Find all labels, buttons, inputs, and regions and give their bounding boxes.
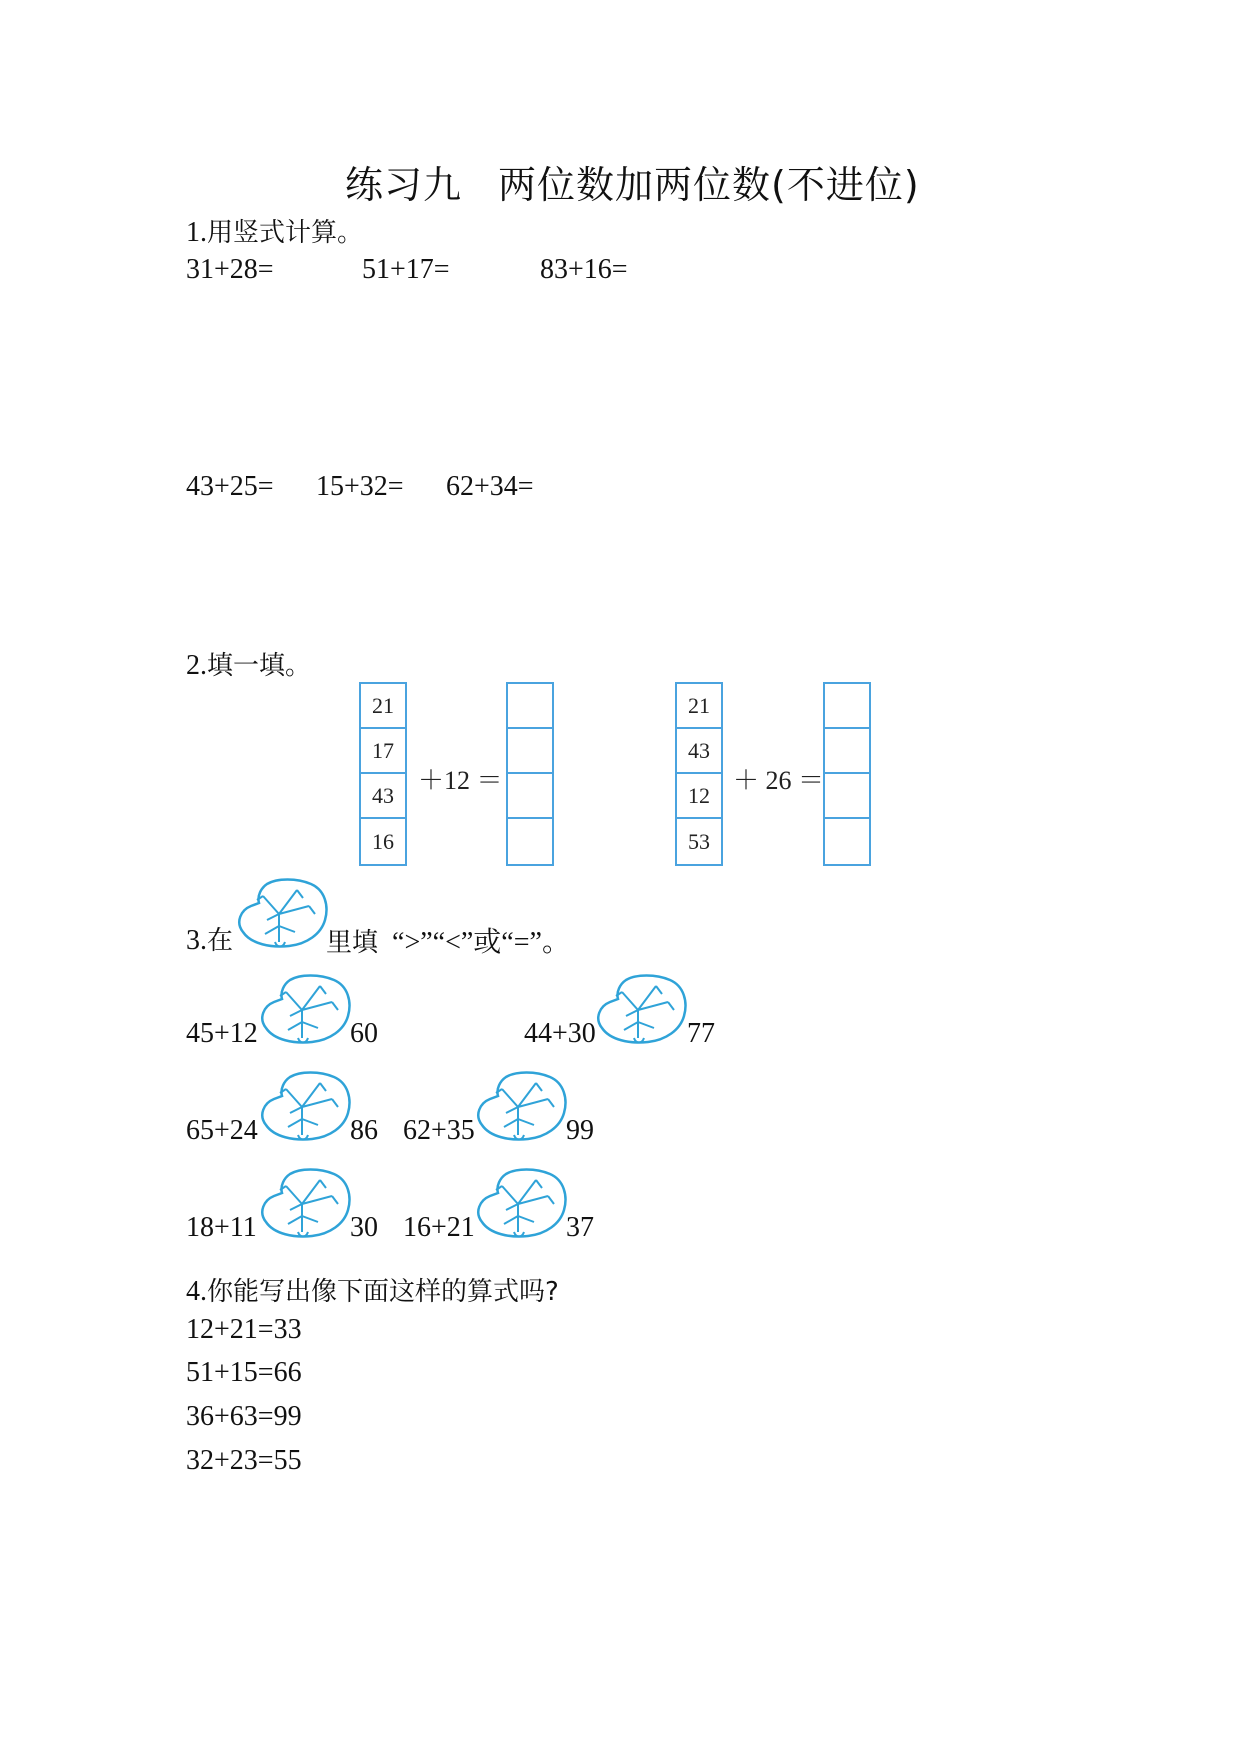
- q2-heading: [186, 645, 311, 682]
- answer-box[interactable]: [825, 819, 869, 864]
- lily-leaf-answer-icon[interactable]: [260, 1166, 352, 1240]
- title-lesson: 练习九: [345, 163, 463, 207]
- q3-number: 3.: [186, 925, 207, 956]
- compare-left: 45+12: [186, 1018, 258, 1049]
- q4-instruction: 你能写出像下面这样的算式吗?: [207, 1277, 559, 1307]
- q1-problem: 43+25=: [186, 471, 274, 502]
- answer-box[interactable]: [508, 684, 552, 729]
- example-equation: 12+21=33: [186, 1314, 302, 1345]
- q1-problem: 51+17=: [362, 254, 450, 285]
- lily-leaf-answer-icon[interactable]: [260, 972, 352, 1046]
- q4-heading: [186, 1271, 559, 1308]
- answer-column-2: [823, 682, 871, 866]
- example-equation: 36+63=99: [186, 1401, 302, 1432]
- example-equation: 32+23=55: [186, 1445, 302, 1476]
- q3-instruction-pre: 在: [207, 926, 234, 956]
- q2-number: 2.: [186, 650, 207, 681]
- q1-problem: 15+32=: [316, 471, 404, 502]
- q1-problem: 62+34=: [446, 471, 534, 502]
- q1-problem: 31+28=: [186, 254, 274, 285]
- q4-number: 4.: [186, 1276, 207, 1307]
- addend-column-2: [675, 682, 723, 866]
- answer-box[interactable]: [508, 774, 552, 819]
- operator-label: ＋12 ＝: [418, 766, 503, 795]
- answer-box[interactable]: [508, 819, 552, 864]
- addend-column-1: [359, 682, 407, 866]
- addend-cell: 53: [688, 828, 710, 854]
- lily-leaf-answer-icon[interactable]: [476, 1166, 568, 1240]
- page-title: [345, 154, 920, 209]
- lily-leaf-answer-icon[interactable]: [260, 1069, 352, 1143]
- q1-heading: [186, 212, 363, 249]
- q2-instruction: 填一填。: [207, 651, 312, 681]
- addend-cell: 43: [361, 774, 405, 819]
- compare-right: 77: [687, 1018, 715, 1049]
- addend-cell: 17: [361, 729, 405, 774]
- lily-leaf-answer-icon[interactable]: [476, 1069, 568, 1143]
- compare-right: 86: [350, 1115, 378, 1146]
- addend-cell: 43: [677, 729, 721, 774]
- compare-left: 62+35: [403, 1115, 475, 1146]
- compare-right: 60: [350, 1018, 378, 1049]
- q1-problem: 83+16=: [540, 254, 628, 285]
- lily-leaf-answer-icon[interactable]: [596, 972, 688, 1046]
- addend-cell: 12: [677, 774, 721, 819]
- q3-heading-start: [186, 920, 233, 957]
- q1-number: 1.: [186, 217, 207, 248]
- example-equation: 51+15=66: [186, 1357, 302, 1388]
- compare-left: 65+24: [186, 1115, 258, 1146]
- answer-column-1: [506, 682, 554, 866]
- compare-left: 44+30: [524, 1018, 596, 1049]
- compare-right: 99: [566, 1115, 594, 1146]
- addend-cell: 21: [677, 684, 721, 729]
- addend-cell: 21: [361, 684, 405, 729]
- compare-right: 30: [350, 1212, 378, 1243]
- lily-leaf-icon: [237, 876, 329, 950]
- q3-instruction-post: 里填: [326, 928, 379, 958]
- compare-right: 37: [566, 1212, 594, 1243]
- compare-left: 16+21: [403, 1212, 475, 1243]
- addend-cell: 16: [372, 828, 394, 854]
- answer-box[interactable]: [508, 729, 552, 774]
- operator-label: ＋ 26 ＝: [733, 766, 825, 795]
- q3-heading-end: [326, 920, 570, 960]
- answer-box[interactable]: [825, 729, 869, 774]
- q3-symbols: “>”“<”或“=”。: [392, 927, 570, 958]
- title-topic: 两位数加两位数(不进位): [498, 163, 920, 207]
- answer-box[interactable]: [825, 684, 869, 729]
- answer-box[interactable]: [825, 774, 869, 819]
- compare-left: 18+11: [186, 1212, 257, 1243]
- q1-instruction: 用竖式计算。: [207, 218, 364, 248]
